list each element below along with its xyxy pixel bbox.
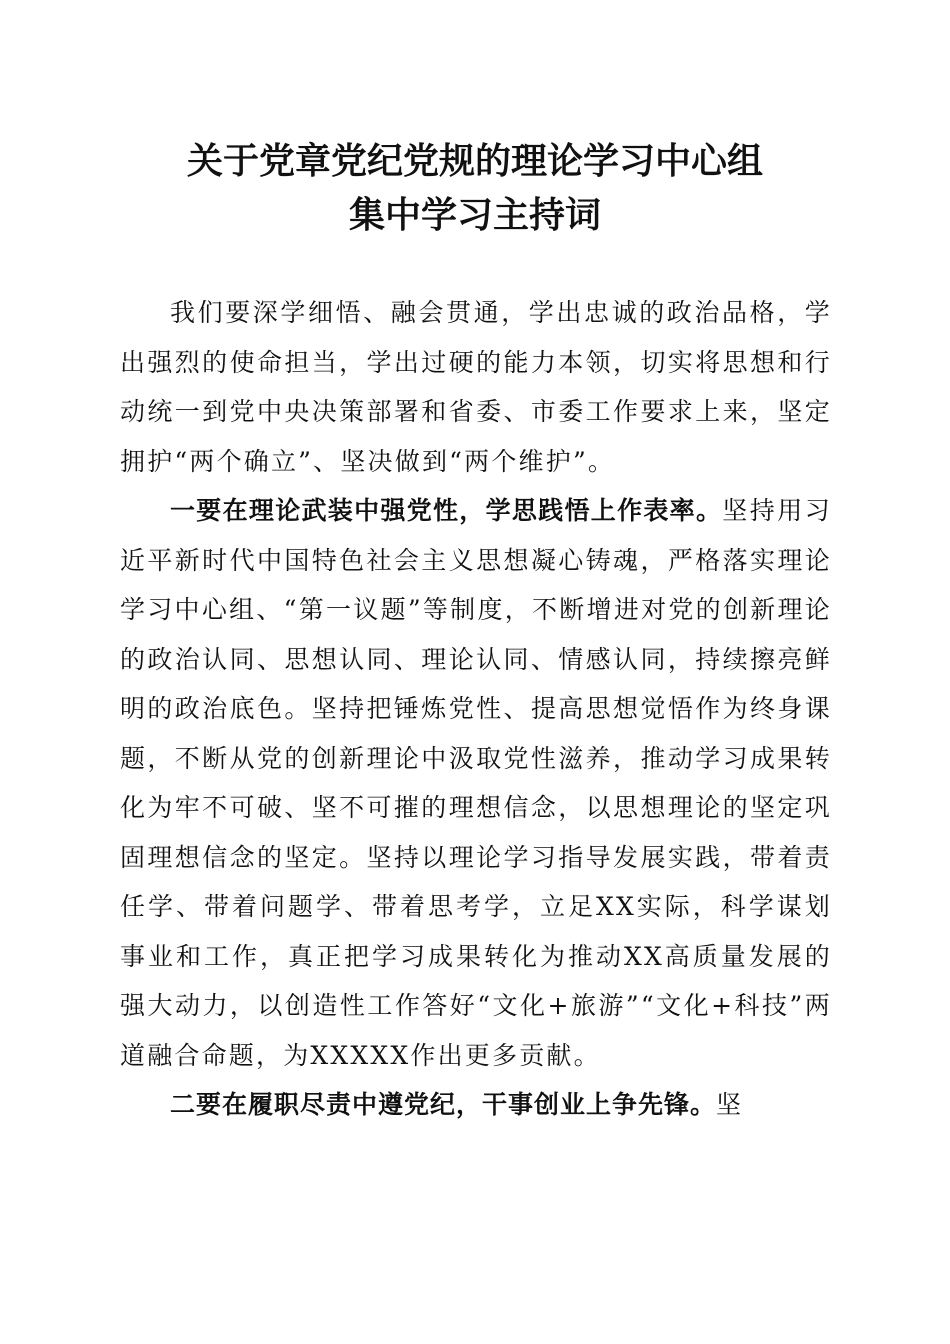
paragraph-point-1-text: 坚持用习近平新时代中国特色社会主义思想凝心铸魂，严格落实理论学习中心组、“第一议题”等制度，不断增进对党的创新理论的政治认同、思想认同、理论认同、情感认同，持续擦亮鲜明的政治底色。坚持把锤炼党性、提高思想觉悟作为终身课题，不断从党的创新理论中汲取党性滋养，推动学习成果转化为牢不可破、坚不可摧的理想信念，以思想理论的坚定巩固理想信念的坚定。坚持以理论学习指导发展实践，带着责任学、带着问题学、带着思考学，立足XX实际，科学谋划事业和工作，真正把学习成果转化为推动XX高质量发展的强大动力，以创造性工作答好“文化+旅游”“文化+科技”两道融合命题，为XXXXX作出更多贡献。 <box>120 496 832 1070</box>
paragraph-point-2-text: 坚 <box>716 1090 744 1119</box>
paragraph-point-2 <box>120 1080 832 1130</box>
paragraph-point-2-heading: 二要在履职尽责中遵党纪，干事创业上争先锋。 <box>170 1090 717 1119</box>
title-line-2: 集中学习主持词 <box>348 194 601 236</box>
title-line-1: 关于党章党纪党规的理论学习中心组 <box>186 140 763 182</box>
paragraph-intro-text: 我们要深学细悟、融会贯通，学出忠诚的政治品格，学出强烈的使命担当，学出过硬的能力本领，切实将思想和行动统一到党中央决策部署和省委、市委工作要求上来，坚定拥护“两个确立”、坚决做到“两个维护”。 <box>120 298 832 476</box>
document-body <box>120 288 832 1130</box>
paragraph-point-1-heading: 一要在理论武装中强党性，学思践悟上作表率。 <box>170 496 723 525</box>
document-title <box>0 134 950 242</box>
paragraph-intro <box>120 288 832 486</box>
paragraph-point-1 <box>120 486 832 1080</box>
